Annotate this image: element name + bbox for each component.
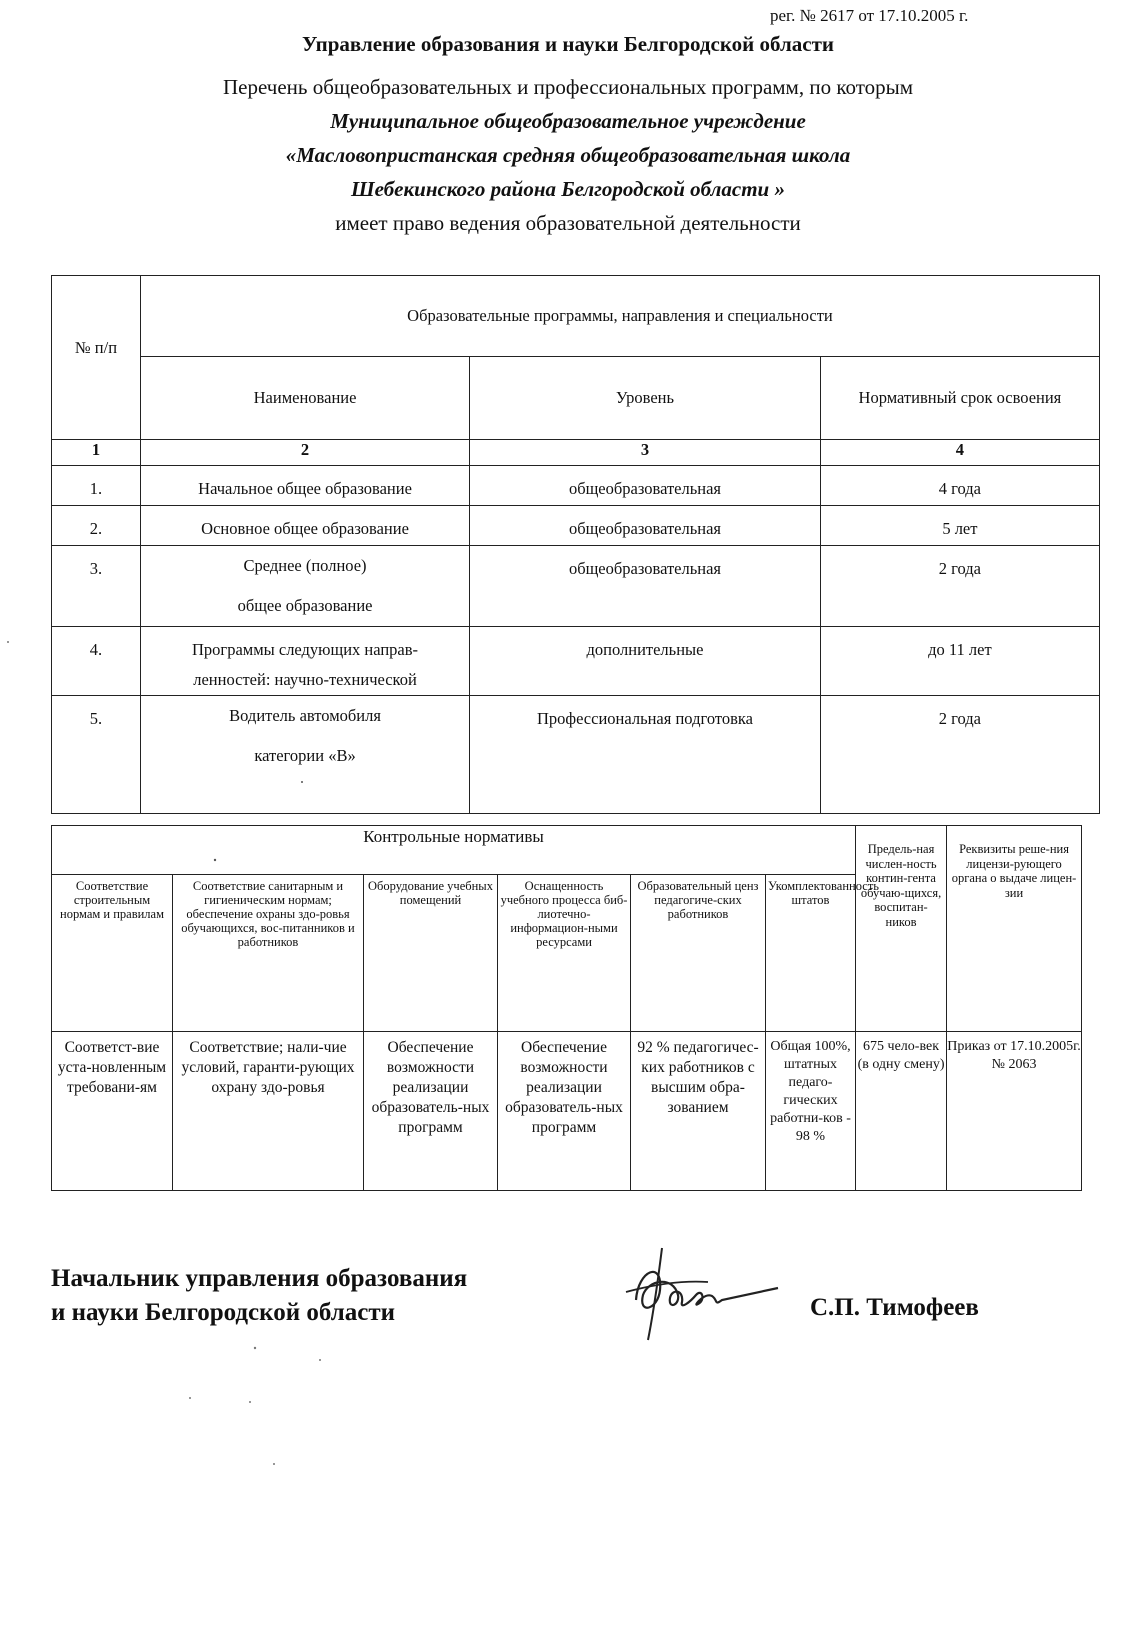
row-num: 2. (52, 506, 141, 546)
school-line-2: «Масловопристанская средняя общеобразовательная школа (285, 143, 851, 167)
col-num-header: № п/п (52, 276, 141, 440)
col-level-header: Уровень (470, 357, 821, 440)
intro-line-1: Перечень общеобразовательных и профессиональных программ, по которым (222, 75, 913, 99)
row-name-line: Среднее (полное) (243, 556, 367, 575)
col-number: 4 (820, 440, 1099, 466)
row-name-line: Начальное общее образование (198, 479, 412, 498)
row-name-line: Водитель автомобиля (229, 706, 381, 725)
organization-title: Управление образования и науки Белгородской области (301, 32, 835, 56)
max-students-header: Предель-ная числен-ность контин-гента обучаю-щихся, воспитан-ников (856, 826, 947, 1032)
group-header: Образовательные программы, направления и специальности (140, 276, 1099, 357)
row-num: 1. (52, 466, 141, 506)
row-term: 5 лет (820, 506, 1099, 546)
col-name-header: Наименование (140, 357, 469, 440)
row-term: 2 года (820, 546, 1099, 627)
norms-title: Контрольные нормативы (52, 826, 856, 875)
row-term: до 11 лет (820, 627, 1099, 696)
norm-value: Обеспечение возможности реализации образователь-ных программ (364, 1032, 498, 1191)
signatory-position-line-2: и науки Белгородской области (51, 1299, 396, 1326)
norm-header: Соответствие строительным нормам и правилам (52, 875, 173, 1032)
norm-header: Образовательный ценз педагогиче-ских работников (631, 875, 766, 1032)
row-level: общеобразовательная (470, 546, 821, 627)
norm-value: 675 чело-век (в одну смену) (856, 1032, 947, 1191)
norm-header: Оборудование учебных помещений (364, 875, 498, 1032)
row-name-line: категории «В» (254, 746, 356, 765)
col-term-header: Нормативный срок освоения (820, 357, 1099, 440)
row-name-line: Основное общее образование (201, 519, 409, 538)
norm-value: Приказ от 17.10.2005г. № 2063 (947, 1032, 1082, 1191)
norm-header: Оснащенность учебного процесса биб-лиотечно-информацион-ными ресурсами (498, 875, 631, 1032)
license-details-header: Реквизиты реше-ния лицензи-рующего органа о выдаче лицен-зии (947, 826, 1082, 1032)
row-level: Профессиональная подготовка (470, 696, 821, 814)
norm-value: Обеспечение возможности реализации образователь-ных программ (498, 1032, 631, 1191)
row-num: 3. (52, 546, 141, 627)
row-level: общеобразовательная (470, 506, 821, 546)
norm-value: 92 % педагогичес-ких работников с высшим обра-зованием (631, 1032, 766, 1191)
row-name-line: ленностей: научно-технической (193, 670, 417, 689)
norm-value: Соответствие; нали-чие условий, гаранти-рующих охрану здо-ровья (173, 1032, 364, 1191)
row-level: дополнительные (470, 627, 821, 696)
norm-header: Соответствие санитарным и гигиеническим нормам; обеспечение охраны здо-ровья обучающихся, вос-питанников и работников (173, 875, 364, 1032)
col-number: 3 (470, 440, 821, 466)
row-num: 4. (52, 627, 141, 696)
norm-value: Соответст-вие уста-новленным требовани-ям (52, 1032, 173, 1191)
row-term: 2 года (820, 696, 1099, 814)
norm-header: Укомплектованность штатов (766, 875, 856, 1032)
signatory-position-line-1: Начальник управления образования (51, 1265, 468, 1292)
row-name-line: общее образование (237, 596, 373, 615)
row-term: 4 года (820, 466, 1099, 506)
signatory-name: С.П. Тимофеев (810, 1294, 979, 1321)
row-name-line: Программы следующих направ- (192, 640, 419, 659)
col-number: 2 (140, 440, 469, 466)
intro-line-5: имеет право ведения образовательной деятельности (335, 211, 801, 235)
row-level: общеобразовательная (470, 466, 821, 506)
col-number: 1 (52, 440, 141, 466)
row-num: 5. (52, 696, 141, 814)
school-line-3: Шебекинского района Белгородской области » (351, 177, 785, 201)
registration-number: рег. № 2617 от 17.10.2005 г. (770, 6, 969, 25)
school-line-1: Муниципальное общеобразовательное учреждение (330, 109, 806, 133)
norm-value: Общая 100%, штатных педаго-гических работни-ков - 98 % (766, 1032, 856, 1191)
